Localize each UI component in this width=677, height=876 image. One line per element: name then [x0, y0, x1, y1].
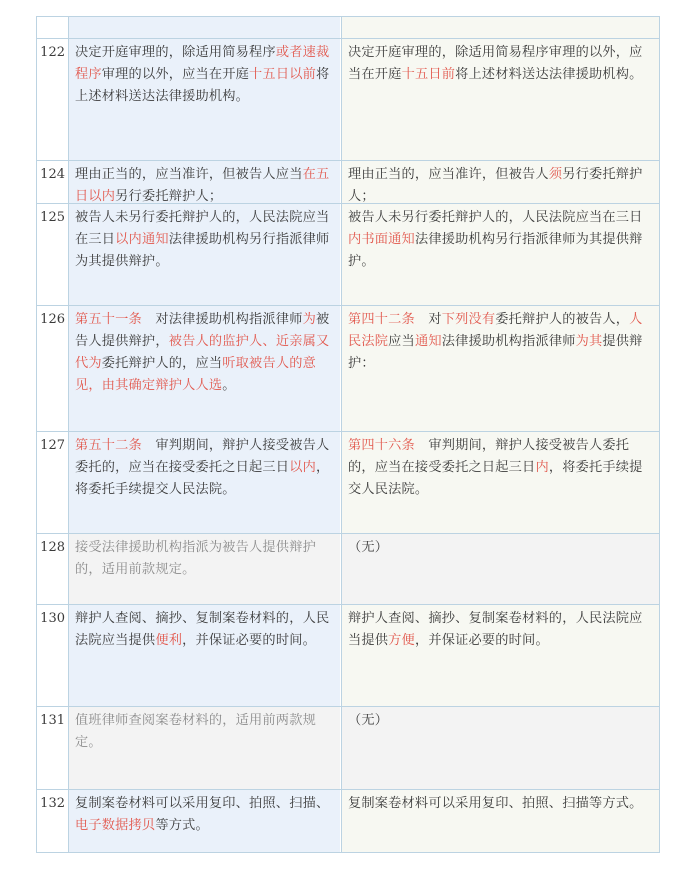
new-text-cell	[68, 204, 340, 306]
text-segment: （无）	[348, 540, 389, 555]
table-row	[36, 533, 660, 605]
changed-text: 为	[302, 312, 316, 327]
new-text-cell	[68, 605, 340, 707]
text-segment: ，并保证必要的时间。	[414, 633, 549, 648]
changed-text: 以内	[289, 460, 316, 475]
changed-text: 听取被告人的意见，由其确定辩护人人选	[75, 356, 316, 393]
old-text-cell	[341, 306, 660, 432]
row-number: 132	[36, 790, 67, 852]
text-segment: 辩护人查阅、摘抄、复制案卷材料的，人民法院应当提供	[348, 611, 643, 648]
text-segment: 被告人未另行委托辩护人的，人民法院应当在三日	[75, 210, 330, 247]
text-segment: 将上述材料送达法律援助机构。	[75, 67, 330, 104]
text-segment: 理由正当的，应当准许，但被告人	[348, 167, 549, 182]
old-text-cell	[341, 432, 660, 534]
text-segment: 法律援助机构另行指派律师为其提供辩护。	[348, 232, 643, 269]
new-text-cell	[68, 534, 340, 605]
changed-text: 须	[548, 167, 563, 182]
text-segment: 复制案卷材料可以采用复印、拍照、扫描、	[75, 796, 330, 811]
text-segment: 等方式。	[155, 818, 209, 833]
table-row	[36, 38, 660, 161]
text-segment: ，将委托手续提交人民法院。	[348, 460, 643, 497]
old-text-cell	[341, 161, 660, 204]
text-segment: 应当	[388, 334, 415, 349]
text-segment: （无）	[348, 713, 389, 728]
text-segment: 提供辩护：	[348, 334, 643, 371]
text-segment: 。	[222, 378, 236, 393]
text-segment: ，将委托手续提交人民法院。	[75, 460, 330, 497]
text-segment: 决定开庭审理的，除适用简易程序审理的以外，应当在开庭	[348, 45, 643, 82]
table-row	[36, 160, 660, 204]
text-segment: 被告人提供辩护，	[75, 312, 330, 349]
comparison-table	[36, 16, 660, 852]
new-text-cell	[68, 161, 340, 204]
text-segment: 决定开庭审理的，除适用简易程序	[75, 45, 276, 60]
changed-text: 第四十二条	[348, 312, 415, 327]
text-segment: 对	[414, 312, 442, 327]
text-segment: 委托辩护人的，应当	[101, 356, 223, 371]
new-text-cell	[68, 707, 340, 790]
changed-text: 内书面通知	[348, 232, 415, 247]
row-number: 124	[36, 161, 67, 204]
table-row	[36, 706, 660, 790]
new-text-cell	[68, 306, 340, 432]
changed-text: 第五十二条	[75, 438, 142, 453]
text-segment: 理由正当的，应当准许，但被告人应当	[75, 167, 303, 182]
table-row	[36, 789, 660, 853]
old-text-cell	[341, 790, 660, 852]
changed-text: 十五日以前	[249, 67, 316, 82]
row-number: 122	[36, 39, 67, 161]
changed-text: 第四十六条	[348, 438, 415, 453]
changed-text: 十五日前	[401, 67, 456, 82]
changed-text: 便利	[155, 633, 183, 648]
table-row	[36, 305, 660, 432]
new-text-cell	[68, 432, 340, 534]
table-row	[36, 604, 660, 707]
changed-text: 在五日以内	[75, 167, 330, 204]
old-text-cell	[341, 17, 660, 39]
changed-text: 以内通知	[115, 232, 169, 247]
text-segment: 将上述材料送达法律援助机构。	[455, 67, 643, 82]
old-text-cell	[341, 707, 660, 790]
row-number: 125	[36, 204, 67, 306]
changed-text: 或者速裁程序	[75, 45, 330, 82]
changed-text: 下列没有	[441, 312, 496, 327]
text-segment: 值班律师查阅案卷材料的，适用前两款规定。	[75, 713, 316, 750]
changed-text: 方便	[388, 633, 415, 648]
text-segment: 复制案卷材料可以采用复印、拍照、扫描等方式。	[348, 796, 643, 811]
text-segment: 辩护人查阅、摘抄、复制案卷材料的，人民法院应当提供	[75, 611, 330, 648]
text-segment: ，并保证必要的时间。	[182, 633, 316, 648]
new-text-cell	[68, 39, 340, 161]
new-text-cell	[68, 790, 340, 852]
text-segment: 另行委托辩护人；	[115, 189, 223, 204]
text-segment: 被告人未另行委托辩护人的，人民法院应当在三日	[348, 210, 643, 225]
text-segment: 法律援助机构指派律师	[441, 334, 576, 349]
text-segment: 法律援助机构另行指派律师为其提供辩护。	[75, 232, 330, 269]
text-segment: 审理的以外，应当在开庭	[101, 67, 250, 82]
text-segment: 对法律援助机构指派律师	[141, 312, 303, 327]
row-number: 128	[36, 534, 67, 605]
changed-text: 为其	[575, 334, 603, 349]
text-segment: 接受法律援助机构指派为被告人提供辩护的，适用前款规定。	[75, 540, 316, 577]
changed-text: 电子数据拷贝	[75, 818, 156, 833]
table-row	[36, 16, 660, 39]
changed-text: 通知	[414, 334, 442, 349]
table-row	[36, 431, 660, 534]
text-segment: 另行委托辩护人；	[348, 167, 643, 204]
new-text-cell	[68, 17, 340, 39]
text-segment: 委托辩护人的被告人，	[495, 312, 630, 327]
row-number: 131	[36, 707, 67, 790]
table-row	[36, 203, 660, 306]
row-number: 126	[36, 306, 67, 432]
old-text-cell	[341, 534, 660, 605]
row-number: 130	[36, 605, 67, 707]
old-text-cell	[341, 39, 660, 161]
old-text-cell	[341, 204, 660, 306]
text-segment: 审判期间，辩护人接受被告人委托的，应当在接受委托之日起三日	[348, 438, 630, 475]
changed-text: 被告人的监护人、近亲属又代为	[75, 334, 330, 371]
text-segment: 审判期间，辩护人接受被告人委托的，应当在接受委托之日起三日	[75, 438, 330, 475]
old-text-cell	[341, 605, 660, 707]
row-number	[36, 17, 67, 39]
changed-text: 第五十一条	[75, 312, 142, 327]
row-number: 127	[36, 432, 67, 534]
changed-text: 内	[535, 460, 549, 475]
changed-text: 人民法院	[348, 312, 643, 349]
